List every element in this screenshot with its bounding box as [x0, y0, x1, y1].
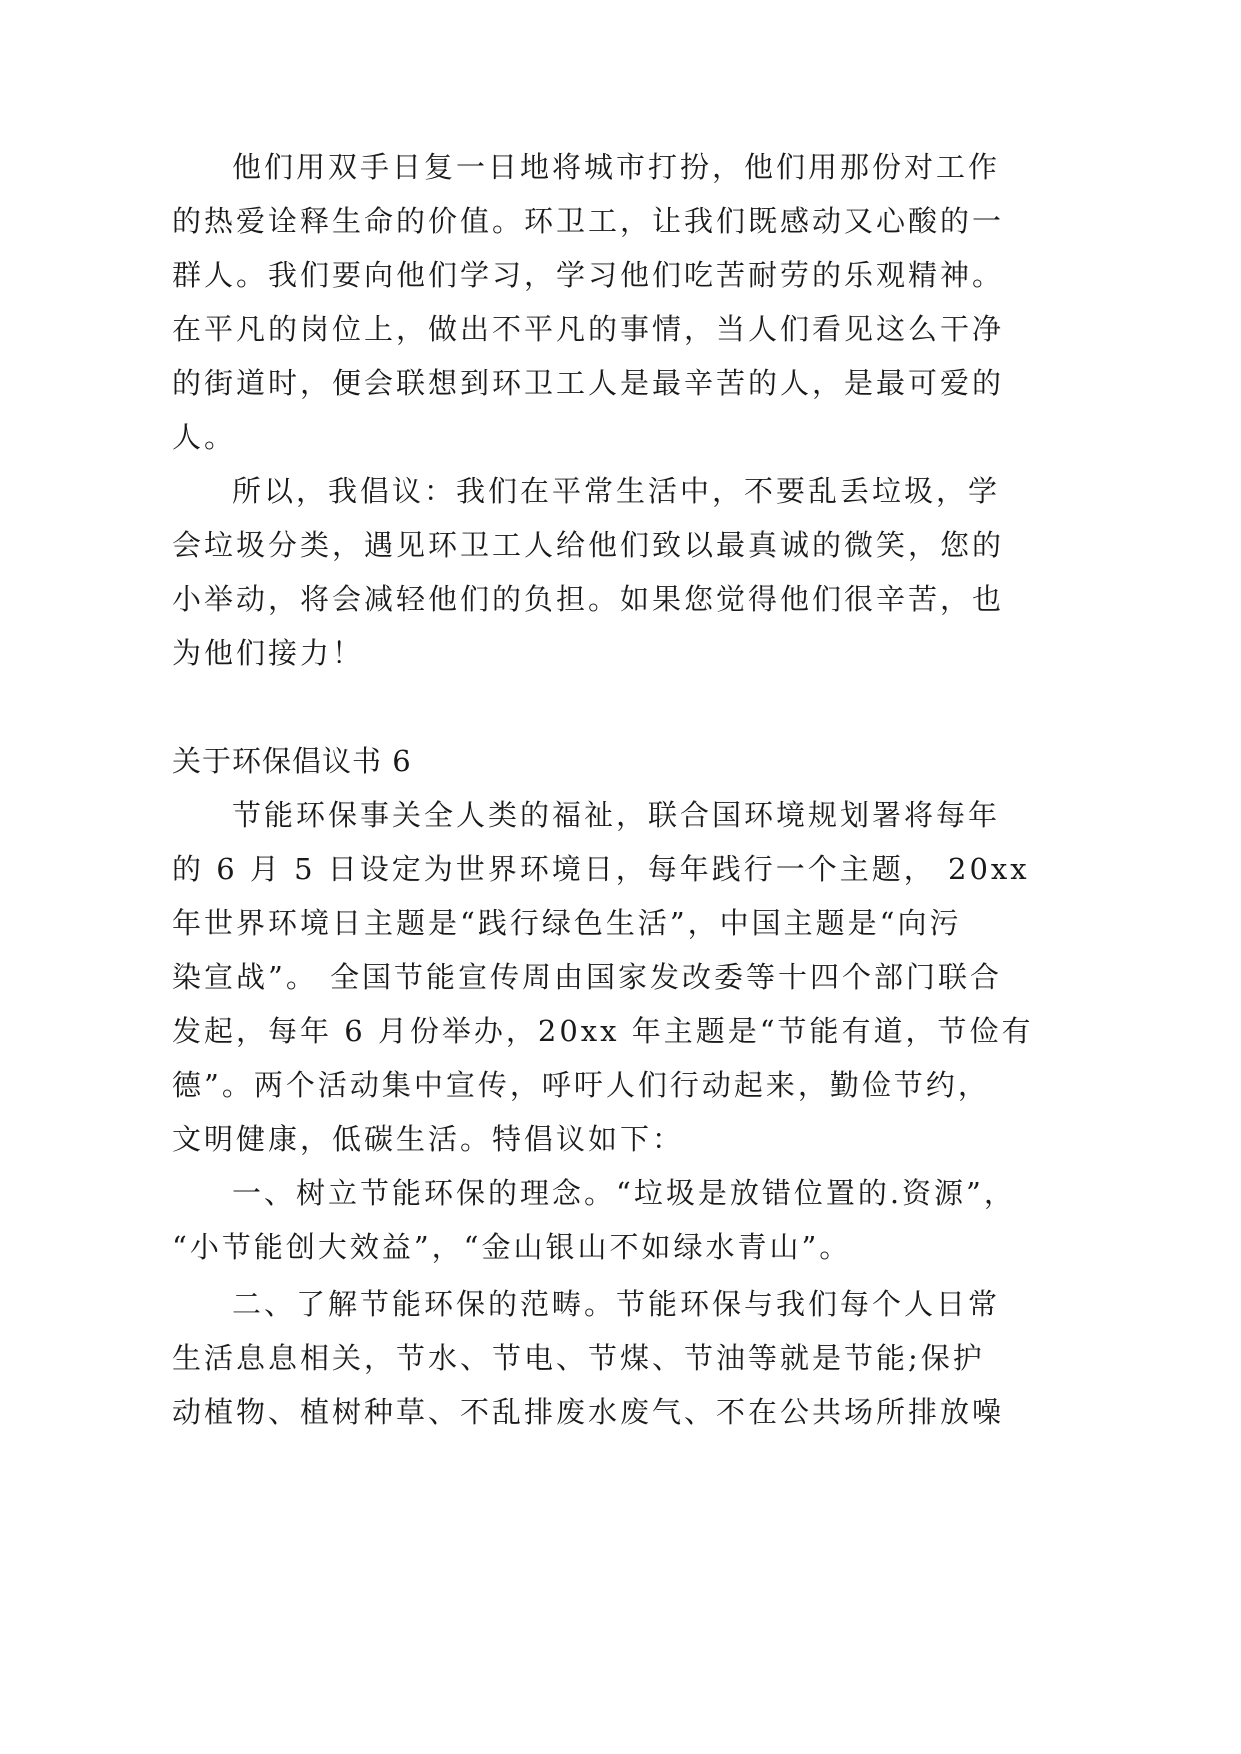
paragraph-5-line-1: 二、了解节能环保的范畴。节能环保与我们每个人日常	[232, 1287, 1001, 1321]
paragraph-4-line-1: 一、树立节能环保的理念。“垃圾是放错位置的.资源”，	[232, 1176, 1016, 1210]
paragraph-3-line-2: 的 6 月 5 日设定为世界环境日，每年践行一个主题， 20xx	[172, 852, 1030, 886]
paragraph-1-line-6: 人。	[172, 420, 237, 454]
paragraph-3-line-1: 节能环保事关全人类的福祉，联合国环境规划署将每年	[232, 798, 1001, 832]
paragraph-3-line-4: 染宣战”。 全国节能宣传周由国家发改委等十四个部门联合	[172, 960, 1003, 994]
paragraph-2-line-2: 会垃圾分类，遇见环卫工人给他们致以最真诚的微笑，您的	[172, 528, 1005, 562]
paragraph-2-line-3: 小举动，将会减轻他们的负担。如果您觉得他们很辛苦，也	[172, 582, 1005, 616]
paragraph-4-line-2: “小节能创大效益”，“金山银山不如绿水青山”。	[172, 1230, 852, 1264]
paragraph-3-line-3: 年世界环境日主题是“践行绿色生活”，中国主题是“向污	[172, 906, 962, 940]
section-heading: 关于环保倡议书 6	[172, 744, 412, 778]
paragraph-1-line-1: 他们用双手日复一日地将城市打扮，他们用那份对工作	[232, 150, 1001, 184]
paragraph-1-line-3: 群人。我们要向他们学习，学习他们吃苦耐劳的乐观精神。	[172, 258, 1005, 292]
paragraph-5-line-2: 生活息息相关，节水、节电、节煤、节油等就是节能;保护	[172, 1341, 985, 1375]
paragraph-5-line-3: 动植物、植树种草、不乱排废水废气、不在公共场所排放噪	[172, 1395, 1005, 1429]
paragraph-1-line-2: 的热爱诠释生命的价值。环卫工，让我们既感动又心酸的一	[172, 204, 1005, 238]
paragraph-3-line-5: 发起，每年 6 月份举办，20xx 年主题是“节能有道，节俭有	[172, 1014, 1034, 1048]
paragraph-1-line-4: 在平凡的岗位上，做出不平凡的事情，当人们看见这么干净	[172, 312, 1005, 346]
paragraph-2-line-1: 所以，我倡议：我们在平常生活中，不要乱丢垃圾，学	[232, 474, 1001, 508]
paragraph-2-line-4: 为他们接力！	[172, 636, 365, 670]
paragraph-1-line-5: 的街道时，便会联想到环卫工人是最辛苦的人，是最可爱的	[172, 366, 1005, 400]
paragraph-3-line-6: 德”。两个活动集中宣传，呼吁人们行动起来，勤俭节约，	[172, 1068, 990, 1102]
paragraph-3-line-7: 文明健康，低碳生活。特倡议如下：	[172, 1122, 685, 1156]
